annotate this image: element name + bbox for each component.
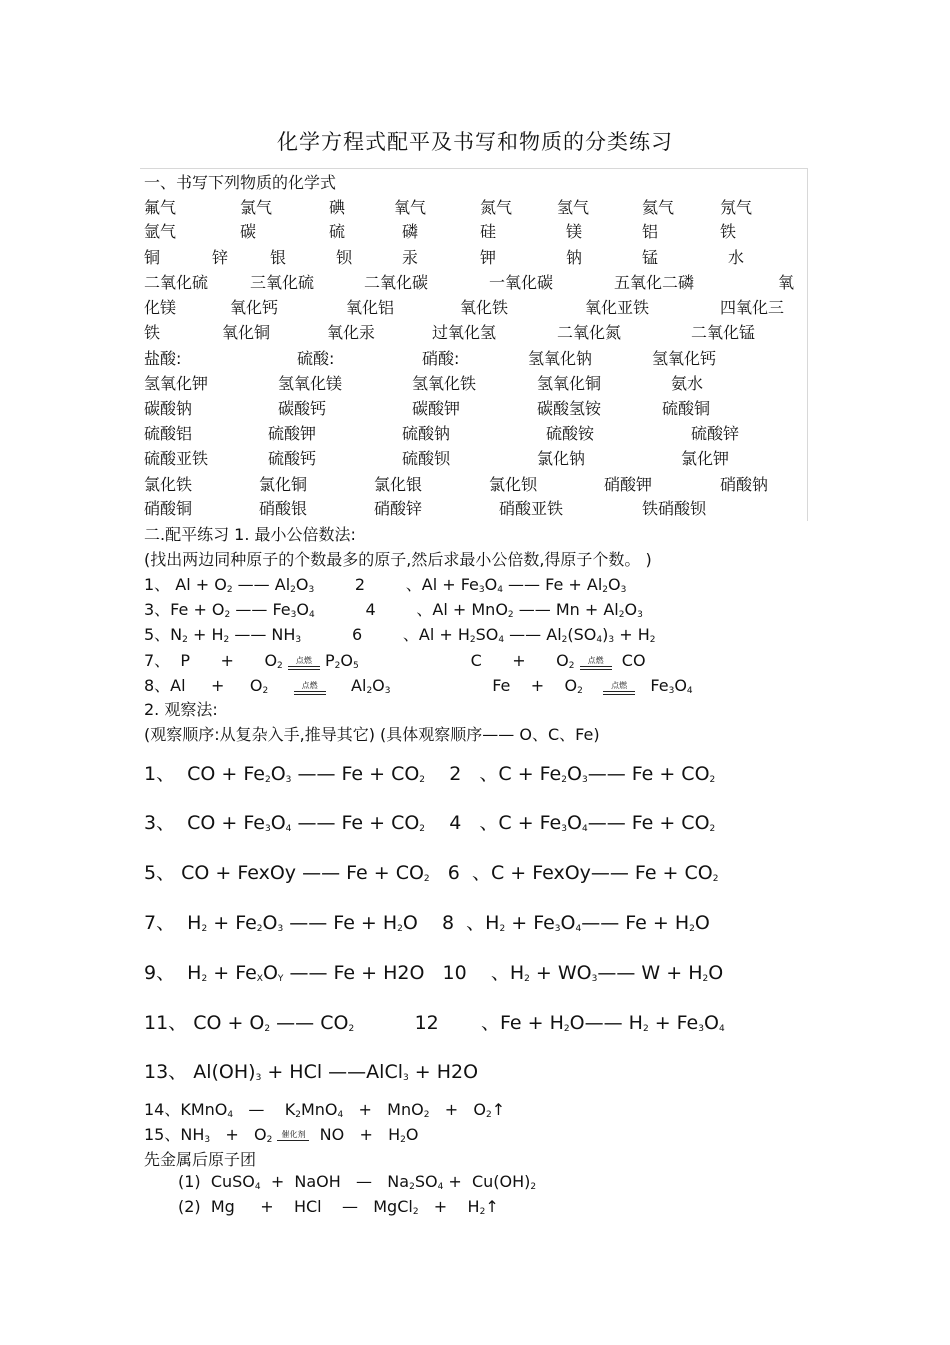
equation-line: 5、 CO + FexOy —— $Fe + CO_2$ 6 、C + FexOy—— $Fe + CO_2$ [144,862,719,884]
page-title: 化学方程式配平及书写和物质的分类练习 [277,130,673,154]
condition-label: 点燃 [611,681,628,690]
substance: 硝酸钠 [720,475,769,494]
substance: 氯化铁 [144,475,193,494]
method1-note: (找出两边同种原子的个数最多的原子,然后求最小公倍数,得原子个数。 ) [144,550,652,569]
equation-line: 5、$N_2 + H_2$ —— $NH_3$ 6 、$Al + H_2SO_4$ —— $Al_2(SO_4)_3 + H_2$ [144,625,656,645]
substance: 硫酸锌 [691,424,740,443]
substance: 硫酸钾 [268,424,317,443]
substance: 二氧化锰 [691,323,756,342]
substance: 二氧化碳 [364,273,429,292]
equation-line: (2) Mg + HCl — MgCl$_2$ + $H_2↑$ [178,1197,499,1217]
substance: 钡 [336,248,353,267]
section1-heading: 一、书写下列物质的化学式 [144,173,337,192]
substance: 硝酸钾 [604,475,653,494]
substance: 氧化亚铁 [585,298,650,317]
substance: 硫酸铜 [662,399,711,418]
substance: 氦气 [642,198,675,217]
substance: 碳酸钾 [412,399,461,418]
condition-label: 催化剂 [281,1130,306,1139]
substance: 硫 [329,222,346,241]
substance: 硝酸铜 [144,499,193,518]
substance: 硫酸钡 [402,449,451,468]
ignite-arrow [294,682,326,695]
substance: 铝 [642,222,659,241]
substance: 铁 [720,222,737,241]
substance: 铜 [144,248,161,267]
substance: 锌 [212,248,229,267]
method2-heading: 2. 观察法: [144,700,218,719]
equation-line: 3、$Fe + O_2$ —— $Fe_3O_4$ 4 、Al + MnO$_2$ —— $Mn + Al_2O_3$ [144,600,643,620]
substance: 氢气 [557,198,590,217]
substance: 一氧化碳 [489,273,554,292]
substance: 氯化银 [374,475,423,494]
substance: 氖气 [720,198,753,217]
substance: 化镁 [144,298,177,317]
substance: 氧化铝 [346,298,395,317]
substance: 铁硝酸钡 [642,499,707,518]
substance: 氨水 [671,374,704,393]
substance: 二氧化氮 [557,323,622,342]
equation-line: 15、$NH_3 + O_2$ 催化剂 NO + $H_2O$ [144,1125,419,1145]
substance: 硅 [480,222,497,241]
substance: 过氧化氢 [432,323,497,342]
substance: 氢氧化钾 [144,374,209,393]
substance: 氧化汞 [327,323,376,342]
substance: 硝酸锌 [374,499,423,518]
substance: 硫酸铵 [546,424,595,443]
substance: 二氧化硫 [144,273,209,292]
substance: 氟气 [144,198,177,217]
equation-line: 9、 $H_2 + Fe_XO_Y$ —— Fe + H2O 10 、$H_2$ + $WO_3——$ $W + H_2O$ [144,962,724,984]
substance: 氧 [778,273,795,292]
substance: 硫酸亚铁 [144,449,209,468]
substance: 钠 [566,248,583,267]
substance: 硝酸: [422,349,460,368]
group-heading: 先金属后原子团 [144,1150,257,1169]
substance: 五氧化二磷 [614,273,695,292]
equation-line: 1、 CO + $Fe_2O_3$ —— $Fe + CO_2$ 2 、$C + Fe_2O_3——$ $Fe + CO_2$ [144,763,716,785]
equation-line: 1、 $Al + O_2$ —— $Al_2O_3$ 2 、$Al + Fe_3O_4$ —— $Fe + Al_2O_3$ [144,575,627,595]
substance: 银 [270,248,287,267]
substance: 四氧化三 [720,298,785,317]
substance: 氧气 [394,198,427,217]
substance: 氩气 [144,222,177,241]
ignite-arrow [603,682,635,695]
substance: 氯化钡 [489,475,538,494]
substance: 碳酸氢铵 [537,399,602,418]
substance: 三氧化硫 [250,273,315,292]
substance: 氯化钠 [537,449,586,468]
substance: 磷 [402,222,419,241]
substance: 氯气 [240,198,273,217]
substance: 硫酸铝 [144,424,193,443]
substance: 硫酸钠 [402,424,451,443]
substance: 硝酸亚铁 [499,499,564,518]
substance: 氢氧化镁 [278,374,343,393]
equation-line: (1) CuSO$_4$ + NaOH — $Na_2SO_4 + Cu(OH)_2$ [178,1172,537,1192]
substance: 氢氧化铜 [537,374,602,393]
substance: 硫酸: [297,349,335,368]
substance: 镁 [566,222,583,241]
equation-line: 7、 P + $O_2$ 点燃 $P_2O_5$ C + $O_2$ 点燃 CO [144,651,646,671]
substance: 碘 [329,198,346,217]
equation-line: 8、Al + $O_2$ 点燃 $Al_2O_3$ Fe + $O_2$ 点燃 $Fe_3O_4$ [144,676,693,696]
ignite-arrow [288,657,320,670]
substance: 汞 [402,248,419,267]
substance: 氧化铜 [222,323,271,342]
equation-line: 14、KMnO$_4$ — $K_2MnO_4 + MnO_2$ + $O_2↑$ [144,1100,506,1120]
equation-line: 7、 $H_2 + Fe_2O_3$ —— $Fe + H_2O$ 8 、$H_2$ + $Fe_3O_4——$ $Fe + H_2O$ [144,912,710,934]
substance: 碳酸钠 [144,399,193,418]
catalyst-arrow [277,1131,309,1141]
substance: 氢氧化钠 [528,349,593,368]
equation-line: 11、 CO + $O_2$ —— $CO_2$ 12 、$Fe + H_2O——$ $H_2 + Fe_3O_4$ [144,1012,725,1034]
substance: 硝酸银 [259,499,308,518]
substance: 氢氧化铁 [412,374,477,393]
substance: 氯化钾 [681,449,730,468]
section2-heading: 二.配平练习 1. 最小公倍数法: [144,525,356,544]
substance: 盐酸: [144,349,182,368]
substance: 铁 [144,323,161,342]
substance: 氮气 [480,198,513,217]
method2-note: (观察顺序:从复杂入手,推导其它) (具体观察顺序—— O、C、Fe) [144,725,600,744]
substance: 水 [728,248,745,267]
substance: 碳 [240,222,257,241]
substance: 锰 [642,248,659,267]
substance: 氧化钙 [230,298,279,317]
condition-label: 点燃 [301,681,318,690]
substance: 钾 [480,248,497,267]
substance: 氧化铁 [460,298,509,317]
condition-label: 点燃 [587,656,604,665]
equation-line: 13、 $Al(OH)_3$ + HCl ——AlCl$_3$ + H2O [144,1061,479,1083]
substance: 碳酸钙 [278,399,327,418]
condition-label: 点燃 [295,656,312,665]
substance: 氯化铜 [259,475,308,494]
ignite-arrow [580,657,612,670]
substance: 氢氧化钙 [652,349,717,368]
substance: 硫酸钙 [268,449,317,468]
equation-line: 3、 CO + $Fe_3O_4$ —— $Fe + CO_2$ 4 、$C + Fe_3O_4——$ $Fe + CO_2$ [144,812,716,834]
